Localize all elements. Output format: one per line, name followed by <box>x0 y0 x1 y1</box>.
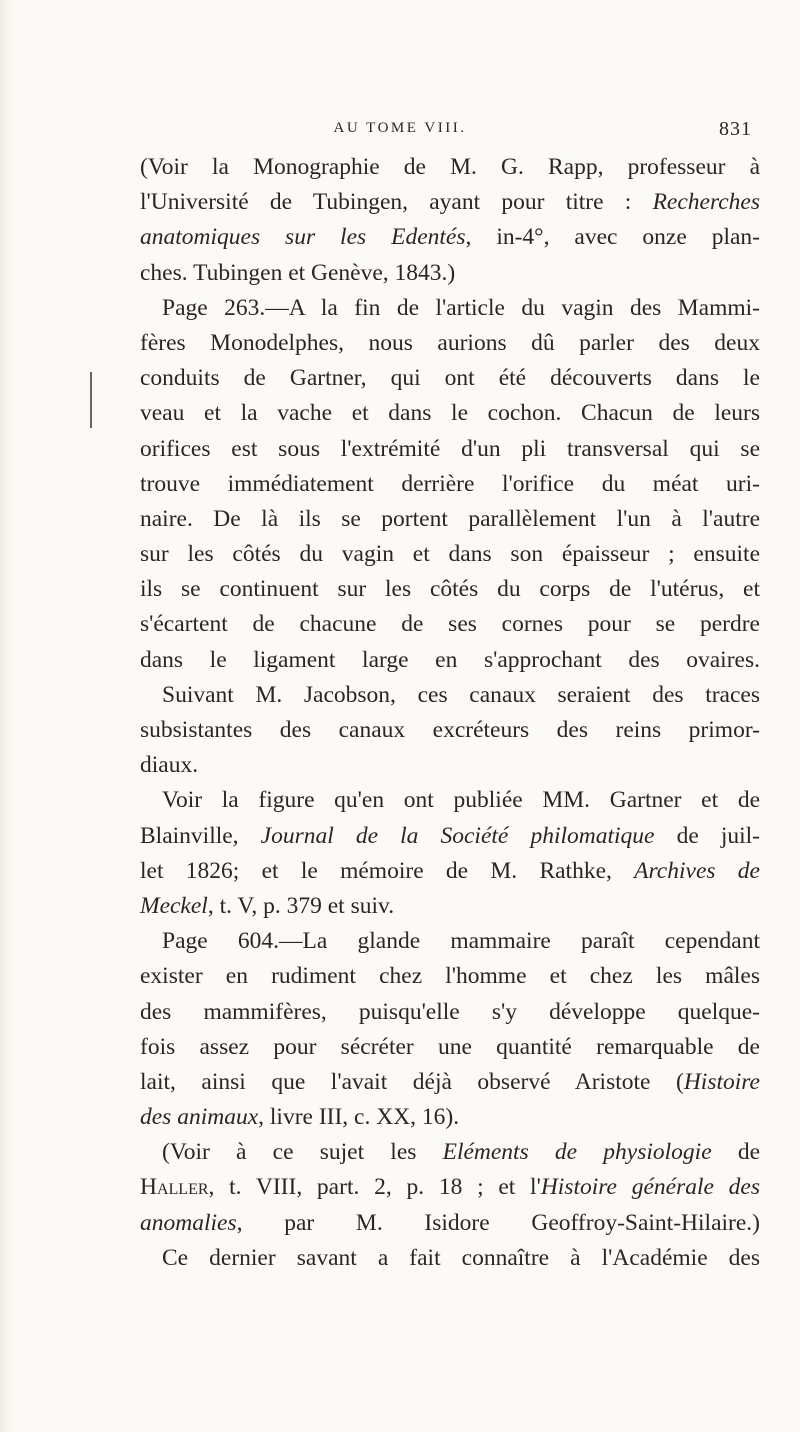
text-segment: s'écartent de chacune de ses cornes pour se perdre <box>140 611 760 638</box>
italic-text: anomalies <box>140 1209 237 1236</box>
text-segment: Page 604.—La glande mammaire paraît cependant <box>162 928 760 955</box>
italic-text: Eléments de physiologie <box>442 1139 712 1166</box>
text-segment: (Voir à ce sujet les <box>162 1139 443 1166</box>
text-segment: l'Université de Tubingen, ayant pour titre : <box>140 189 653 216</box>
text-segment: diaux. <box>140 752 199 779</box>
margin-mark <box>90 372 92 428</box>
text-line <box>140 678 760 713</box>
text-segment: subsistantes des canaux excréteurs des reins primor- <box>140 717 760 743</box>
text-segment: , in-4°, avec onze plan- <box>465 224 760 251</box>
text-segment: Ce dernier savant a fait connaître à l'Académie des <box>162 1244 760 1271</box>
text-line <box>140 748 760 783</box>
text-line <box>140 959 760 994</box>
text-segment: dans le ligament large en s'approchant des ovaires. <box>140 646 760 673</box>
text-line <box>140 396 760 431</box>
italic-text: des animaux <box>140 1104 259 1131</box>
text-segment: , t. VIII, part. 2, p. 18 ; et l' <box>208 1174 541 1201</box>
italic-text: anatomiques sur les Edentés <box>140 224 466 251</box>
text-line <box>140 1100 760 1135</box>
text-line <box>140 1170 760 1205</box>
text-segment: Voir la figure qu'en ont publiée MM. Gartner et de <box>162 787 760 814</box>
text-segment: des mammifères, puisqu'elle s'y développe quelque- <box>140 998 760 1025</box>
text-segment: de <box>711 1139 761 1166</box>
text-segment: naire. De là ils se portent parallèlement l'un à l'autre <box>140 505 760 532</box>
text-segment: ches. Tubingen et Genève, 1843.) <box>140 259 456 286</box>
text-line <box>140 924 760 959</box>
text-segment: trouve immédiatement derrière l'orifice du méat uri- <box>140 470 760 497</box>
italic-text: Archives de <box>634 857 760 884</box>
text-line <box>140 995 760 1030</box>
text-line <box>140 607 760 642</box>
running-title: AU TOME VIII. <box>333 120 467 136</box>
italic-text: Histoire <box>683 1068 760 1095</box>
text-line <box>140 1206 760 1241</box>
text-segment: Suivant M. Jacobson, ces canaux seraient des traces <box>162 681 760 708</box>
text-line <box>140 432 760 467</box>
text-segment: , t. V, p. 379 et suiv. <box>207 892 395 919</box>
text-line <box>140 819 760 854</box>
body-text <box>140 150 760 1276</box>
text-line <box>140 1030 760 1065</box>
text-segment: de juil- <box>654 822 760 849</box>
text-line <box>140 713 760 748</box>
text-line <box>140 256 760 291</box>
text-line <box>140 889 760 924</box>
text-line <box>140 150 760 185</box>
text-line <box>140 467 760 502</box>
text-line <box>140 1135 760 1170</box>
text-segment: fères Monodelphes, nous aurions dû parler des deux <box>140 329 760 356</box>
text-segment: lait, ainsi que l'avait déjà observé Aristote ( <box>140 1068 684 1095</box>
text-segment: Page 263.—A la fin de l'article du vagin des Mammi- <box>162 294 760 321</box>
text-line <box>140 854 760 889</box>
italic-text: Recherches <box>652 189 760 216</box>
page-number: 831 <box>719 118 752 140</box>
text-segment: sur les côtés du vagin et dans son épaisseur ; ensuite <box>140 541 760 568</box>
small-caps-text: Haller <box>140 1174 209 1201</box>
text-line <box>140 783 760 818</box>
text-segment: , livre III, c. XX, 16). <box>258 1104 460 1131</box>
italic-text: Histoire générale des <box>540 1174 760 1201</box>
text-segment: let 1826; et le mémoire de M. Rathke, <box>140 857 635 884</box>
text-line <box>140 220 760 255</box>
text-line <box>140 502 760 537</box>
italic-text: Journal de la Société philomatique <box>260 822 655 849</box>
text-line <box>140 572 760 607</box>
text-segment: fois assez pour sécréter une quantité remarquable de <box>140 1033 760 1060</box>
text-segment: Blainville, <box>140 822 261 849</box>
text-line <box>140 1241 760 1276</box>
text-segment: exister en rudiment chez l'homme et chez les mâles <box>140 963 760 990</box>
text-line <box>140 185 760 220</box>
text-line <box>140 1065 760 1100</box>
italic-text: Meckel <box>140 892 208 919</box>
running-head <box>0 118 800 142</box>
text-segment: (Voir la Monographie de M. G. Rapp, professeur à <box>140 154 760 180</box>
text-line <box>140 643 760 678</box>
text-segment: orifices est sous l'extrémité d'un pli transversal qui se <box>140 435 760 462</box>
text-segment: veau et la vache et dans le cochon. Chacun de leurs <box>140 400 760 427</box>
text-segment: , par M. Isidore Geoffroy-Saint-Hilaire.) <box>236 1209 760 1236</box>
text-segment: conduits de Gartner, qui ont été découverts dans le <box>140 365 760 392</box>
text-line <box>140 326 760 361</box>
text-segment: ils se continuent sur les côtés du corps de l'utérus, et <box>140 576 760 603</box>
text-line <box>140 537 760 572</box>
text-line <box>140 361 760 396</box>
text-line <box>140 291 760 326</box>
page-edge-shadow <box>0 0 14 1432</box>
